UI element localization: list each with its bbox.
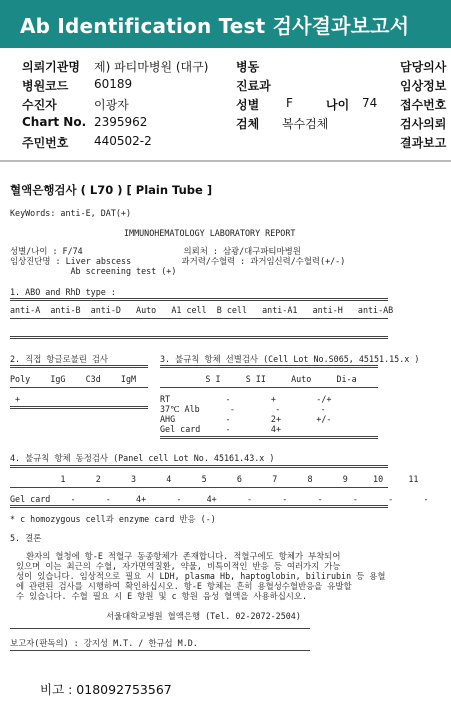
label-specimen: 검체 (236, 117, 260, 131)
info-line-1: 성별/나이 : F/74 의뢰처 : 삼광/대구파티마병원 (10, 246, 301, 256)
panel-note: * c homozygous cell과 enzyme card 반응 (-) (10, 514, 216, 524)
screen-mid-rule (160, 387, 378, 388)
report-title: Ab Identification Test 검사결과보고서 (20, 14, 410, 38)
reporter-top-rule (10, 628, 310, 629)
label-department: 진료과 (236, 79, 271, 93)
conclusion-title: 5. 결론 (10, 533, 42, 543)
panel-row-gelcard: Gel card - - 4+ - 4+ - - - - - - (10, 494, 429, 504)
conclusion-line-3: 성이 있습니다. 임상적으로 필요 시 LDH, plasma Hb, haptoglobin, bilirubin 등 용혈 (16, 571, 386, 581)
keywords: KeyWords: anti-E, DAT(+) (10, 208, 132, 218)
panel-top-rule (10, 465, 388, 468)
label-clinical-info: 임상정보 (400, 79, 447, 93)
value-sex: F (286, 96, 293, 110)
header-divider (0, 160, 451, 162)
value-resident-number: 440502-2 (94, 134, 152, 148)
info-line-3: Ab screening test (+) (10, 266, 177, 276)
info-line-2: 임상진단명 : Liver abscess 과거력/수혈력 : 과거임신력/수혈력(+/-) (10, 256, 346, 266)
footer-note: 비고 : 018092753567 (40, 682, 172, 697)
label-chart-no: Chart No. (22, 115, 87, 129)
label-sex: 성별 (236, 98, 260, 112)
label-patient: 수진자 (22, 98, 57, 112)
abo-top-rule (10, 298, 388, 301)
dat-section-title: 2. 직접 항글로불린 검사 (10, 354, 109, 364)
panel-section-title: 4. 불규칙 항체 동정검사 (Panel cell Lot No. 45161.43.x ) (10, 453, 275, 463)
screen-row-ahg: AHG - 2+ +/- (160, 414, 332, 424)
screen-section-title: 3. 불규칙 항체 선별검사 (Cell Lot No.S065, 45151.15.x ) (160, 354, 420, 364)
abo-bottom-rule (10, 336, 388, 339)
value-chart-no: 2395962 (94, 115, 148, 129)
value-hospital-code: 60189 (94, 77, 133, 91)
report-section-title: 혈액은행검사 ( L70 ) [ Plain Tube ] (10, 183, 213, 197)
label-receipt-number: 접수번호 (400, 98, 447, 112)
value-requesting-institution: 제) 파티마병원 (대구) (94, 60, 209, 74)
screen-top-rule (160, 365, 378, 368)
label-resident-number: 주민번호 (22, 136, 69, 150)
dat-bottom-rule (10, 406, 148, 409)
conclusion-line-5: 수 있습니다. 수혈 필요 시 E 항원 및 c 항원 음성 혈액을 사용하십시오. (16, 591, 308, 601)
reporter-bottom-rule (10, 650, 310, 651)
screen-row-gelcard: Gel card - 4+ (160, 424, 282, 434)
label-age: 나이 (326, 98, 350, 112)
abo-section-title: 1. ABO and RhD type : (10, 287, 116, 297)
report-banner (0, 0, 451, 48)
label-requesting-institution: 의뢰기관명 (22, 60, 80, 74)
conclusion-line-4: 에 관련된 검사를 시행하여 확인하십시오. 항-E 항체는 흔히 용혈성수혈반응을 유발할 (16, 581, 352, 591)
value-patient: 이광자 (94, 98, 129, 112)
screen-row-rt: RT - + -/+ (160, 394, 332, 404)
lab-report-title: IMMUNOHEMATOLOGY LABORATORY REPORT (124, 228, 296, 238)
screen-bottom-rule (160, 436, 378, 439)
label-test-request: 검사의뢰 (400, 117, 447, 131)
dat-header: Poly IgG C3d IgM (10, 374, 137, 384)
value-specimen: 복수검체 (282, 117, 329, 131)
label-attending-doctor: 담당의사 (400, 60, 447, 74)
hospital-contact: 서울대학교병원 혈액은행 (Tel. 02-2072-2504) (106, 611, 301, 621)
panel-bottom-rule (10, 505, 388, 508)
dat-value: + (10, 394, 21, 404)
conclusion-line-1: 환자의 혈청에 항-E 적혈구 동종항체가 존재합니다. 적혈구에도 항체가 부착되어 (16, 551, 341, 561)
screen-header: S I S II Auto Di-a (160, 374, 357, 384)
label-ward: 병동 (236, 60, 260, 74)
screen-row-alb: 37℃ Alb - - - (160, 404, 326, 414)
label-hospital-code: 병원코드 (22, 79, 69, 93)
conclusion-line-2: 있으며 이는 최근의 수혈, 자가면역질환, 약물, 비특이적인 반응 등 여러가지 가능 (16, 561, 341, 571)
reporter: 보고자(판독의) : 강지성 M.T. / 한규섭 M.D. (10, 638, 198, 648)
abo-header: anti-A anti-B anti-D Auto A1 cell B cell anti-A1 anti-H anti-AB (10, 305, 394, 315)
dat-mid-rule (10, 387, 148, 388)
panel-mid-rule (10, 487, 388, 488)
abo-mid-rule (10, 318, 388, 319)
dat-top-rule (10, 365, 148, 368)
value-age: 74 (362, 96, 378, 110)
panel-header: 1 2 3 4 5 6 7 8 9 10 11 (10, 474, 419, 484)
label-result-report: 결과보고 (400, 136, 447, 150)
